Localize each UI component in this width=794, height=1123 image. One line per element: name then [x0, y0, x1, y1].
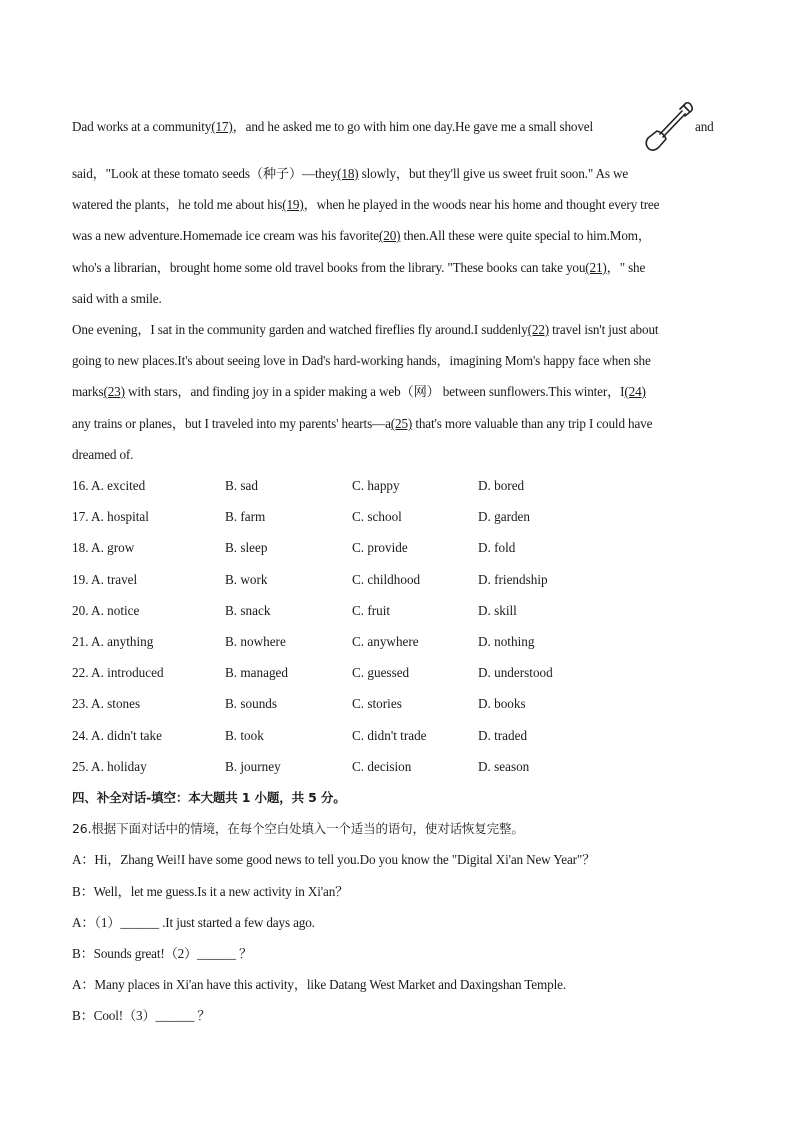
passage-text: who's a librarian，brought home some old travel books from the library. "These books can take you	[72, 260, 586, 275]
option-a: 21. A. anything	[72, 634, 154, 649]
dialogue-line: A：Many places in Xi'an have this activity，like Datang West Market and Daxingshan Temple.	[72, 977, 566, 992]
option-c: C. fruit	[352, 603, 391, 618]
option-b: B. managed	[225, 665, 288, 680]
question-instruction: 26.根据下面对话中的情境，在每个空白处填入一个适当的语句，使对话恢复完整。	[72, 821, 524, 836]
option-d: D. season	[478, 759, 530, 774]
dialogue-line: B：Cool!（3）______ ？	[72, 1008, 211, 1023]
option-a: 20. A. notice	[72, 603, 140, 618]
passage-line	[72, 259, 645, 277]
option-row-18	[72, 539, 722, 557]
passage-text: ，when he played in the woods near his home and thought every tree	[303, 197, 660, 212]
dialogue-line: A：（1）______ .It just started a few days ago.	[72, 915, 315, 930]
passage-text: said with a smile.	[72, 291, 162, 306]
option-row-21	[72, 633, 722, 651]
blank-24: (24)	[624, 384, 646, 399]
option-d: D. friendship	[478, 572, 548, 587]
passage-text: that's more valuable than any trip I could have	[412, 416, 653, 431]
option-b: B. work	[225, 572, 268, 587]
passage-line	[72, 415, 652, 433]
option-row-16	[72, 477, 722, 495]
passage-text: marks	[72, 384, 104, 399]
blank-17: (17)	[211, 119, 233, 134]
option-c: C. decision	[352, 759, 412, 774]
option-row-25	[72, 758, 722, 776]
option-row-24	[72, 727, 722, 745]
passage-text: watered the plants，he told me about his	[72, 197, 283, 212]
blank-18: (18)	[337, 166, 359, 181]
passage-line	[72, 227, 651, 245]
passage-line	[72, 321, 658, 339]
section-heading: 四、补全对话-填空：本大题共 1 小题，共 5 分。	[72, 790, 346, 805]
option-a: 23. A. stones	[72, 696, 141, 711]
blank-21: (21)	[585, 260, 607, 275]
blank-25: (25)	[390, 416, 413, 431]
option-b: B. sounds	[225, 696, 278, 711]
passage-text: travel isn't just about	[549, 322, 659, 337]
passage-text: going to new places.It's about seeing love in Dad's hard-working hands，imagining Mom's happy face when she	[72, 353, 651, 368]
option-a: 17. A. hospital	[72, 509, 149, 524]
option-row-19	[72, 571, 722, 589]
option-d: D. skill	[478, 603, 517, 618]
option-b: B. sleep	[225, 540, 268, 555]
passage-line	[72, 383, 646, 401]
passage-text: was a new adventure.Homemade ice cream was his favorite	[72, 228, 380, 243]
option-a: 18. A. grow	[72, 540, 135, 555]
dialogue-line: B：Sounds great!（2）______ ？	[72, 946, 252, 961]
option-d: D. understood	[478, 665, 553, 680]
passage-text: dreamed of.	[72, 447, 134, 462]
dialogue-line: A：Hi，Zhang Wei!I have some good news to tell you.Do you know the "Digital Xi'an New Year"？	[72, 852, 596, 867]
dialogue-line: B：Well，let me guess.Is it a new activity in Xi'an？	[72, 884, 349, 899]
option-a: 25. A. holiday	[72, 759, 147, 774]
blank-22: (22)	[527, 322, 550, 337]
option-d: D. bored	[478, 478, 525, 493]
passage-line	[72, 196, 659, 214]
option-b: B. took	[225, 728, 264, 743]
option-a: 24. A. didn't take	[72, 728, 162, 743]
passage-text: said，"Look at these tomato seeds（种子）—they	[72, 166, 338, 181]
blank-23: (23)	[103, 384, 125, 399]
passage-text: any trains or planes，but I traveled into my parents' hearts—a	[72, 416, 391, 431]
option-c: C. stories	[352, 696, 402, 711]
option-d: D. books	[478, 696, 526, 711]
passage-text: with stars，and finding joy in a spider making a web（网） between sunflowers.This winter，I	[124, 384, 625, 399]
passage-text: One evening，I sat in the community garden and watched fireflies fly around.I suddenly	[72, 322, 528, 337]
blank-19: (19)	[282, 197, 304, 212]
option-c: C. school	[352, 509, 402, 524]
option-row-20	[72, 602, 722, 620]
option-row-23	[72, 695, 722, 713]
option-a: 16. A. excited	[72, 478, 146, 493]
option-b: B. farm	[225, 509, 266, 524]
option-a: 22. A. introduced	[72, 665, 164, 680]
passage-line	[72, 165, 628, 183]
option-c: C. didn't trade	[352, 728, 427, 743]
option-b: B. sad	[225, 478, 258, 493]
option-d: D. garden	[478, 509, 530, 524]
option-d: D. fold	[478, 540, 516, 555]
option-a: 19. A. travel	[72, 572, 138, 587]
passage-text: ，" she	[606, 260, 646, 275]
option-d: D. nothing	[478, 634, 535, 649]
passage-text: slowly，but they'll give us sweet fruit soon." As we	[358, 166, 629, 181]
option-d: D. traded	[478, 728, 528, 743]
option-row-17	[72, 508, 722, 526]
passage-text: Dad works at a community	[72, 119, 212, 134]
option-c: C. happy	[352, 478, 400, 493]
passage-text: ，and he asked me to go with him one day.He gave me a small shovel	[232, 119, 594, 134]
option-c: C. childhood	[352, 572, 421, 587]
option-b: B. journey	[225, 759, 281, 774]
option-c: C. provide	[352, 540, 408, 555]
option-row-22	[72, 664, 722, 682]
blank-20: (20)	[379, 228, 401, 243]
option-b: B. nowhere	[225, 634, 286, 649]
passage-line	[72, 118, 593, 136]
passage-text: and	[695, 119, 714, 134]
option-c: C. anywhere	[352, 634, 419, 649]
shovel-icon	[642, 100, 696, 152]
option-b: B. snack	[225, 603, 271, 618]
passage-text: then.All these were quite special to him.Mom，	[400, 228, 651, 243]
option-c: C. guessed	[352, 665, 410, 680]
